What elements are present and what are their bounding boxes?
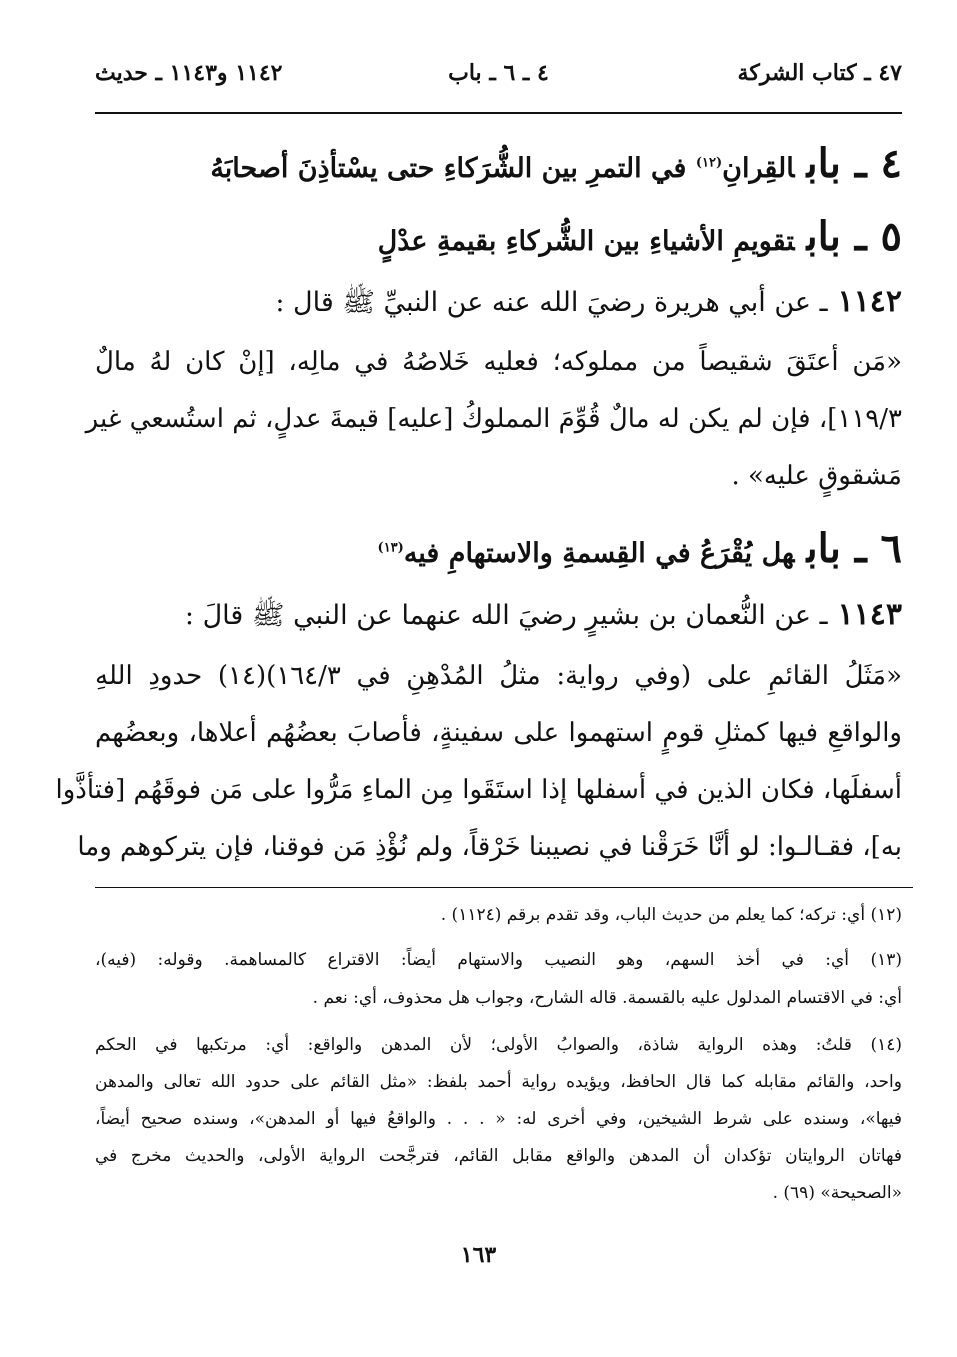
footnote-12-line: (١٢) أي: تركه؛ كما يعلم من حديث الباب، وقد تقدم برقم (١١٢٤) . xyxy=(440,905,902,925)
chapter-heading-6 xyxy=(95,525,902,572)
chapter-label: ٤ ـ باب xyxy=(806,140,902,187)
chapter-title-rest: في التمرِ بين الشُّرَكاءِ حتى يسْتأذِنَ أصحابَهُ xyxy=(210,153,696,184)
chapter-label: ٦ ـ باب xyxy=(806,525,902,572)
hadith-1142-line: «مَن أعتَقَ شقيصاً من مملوكه؛ فعليه خَلاصُهُ في مالِه، [إنْ كان لهُ مالٌ xyxy=(95,347,902,377)
chapter-heading-5 xyxy=(95,213,902,260)
chapter-title: تقويمِ الأشياءِ بين الشُّركاءِ بقيمةِ عدْلٍ xyxy=(377,226,795,257)
hadith-1143-line: «مَثَلُ القائمِ على (وفي رواية: مثلُ المُدْهِنِ في ١٦٤/٣)(١٤) حدودِ اللهِ xyxy=(95,661,903,691)
chapter-title: هل يُقْرَعُ في القِسمةِ والاستهامِ فيه xyxy=(403,538,795,569)
footnote-13-line: (١٣) أي: في أخذ السهم، وهو النصيب والاستهام أيضاً: الاقتراع كالمساهمة. وقوله: (فيه)، xyxy=(95,950,902,970)
footnote-14-line: واحد، والقائم مقابله كما قال الحافظ، ويؤيده رواية أحمد بلفظ: «مثل القائم على حدود الله تعالى والمدهن xyxy=(95,1072,902,1092)
hadith-1142-line: ١١٩/٣]، فإن لم يكن له مالٌ قُوِّمَ المملوكُ [عليه] قيمةَ عدلٍ، ثم استُسعي غير xyxy=(85,404,902,434)
hadith-intro: ـ عن أبي هريرة رضيَ الله عنه عن النبيِّ ﷺ قال : xyxy=(275,287,828,318)
footnote-14-line: (١٤) قلتُ: وهذه الرواية شاذة، والصوابُ الأولى؛ لأن المدهن والواقع: أي: مرتكبها في الحكم xyxy=(95,1035,902,1055)
footnote-ref: (١٣) xyxy=(377,540,404,556)
hadith-1143-line: والواقعِ فيها كمثلِ قومٍ استهموا على سفينةٍ، فأصابَ بعضُهُم أعلاها، وبعضُهم xyxy=(95,718,902,748)
hadith-1142-heading xyxy=(95,284,902,325)
hadith-1142-line: مَشقوقٍ عليه» . xyxy=(731,461,902,491)
hadith-1143-line: أسفلَها، فكان الذين في أسفلها إذا استَقَوا مِن الماءِ مَرُّوا على مَن فوقَهُم [فتأذَّوا xyxy=(55,775,902,805)
header-divider xyxy=(95,112,902,114)
footnote-14-line: «الصحيحة» (٦٩) . xyxy=(772,1183,902,1203)
chapter-heading-4 xyxy=(95,140,902,187)
header-chapter-range: ٤ ـ ٦ ـ باب xyxy=(448,60,549,86)
chapter-label: ٥ ـ باب xyxy=(806,213,902,260)
header-hadith-range: ١١٤٢ و١١٤٣ ـ حديث xyxy=(95,60,283,86)
footnote-14-line: فيها»، وسنده على شرط الشيخين، وفي أخرى له: « . . . والواقعُ فيها أو المدهن»، وسنده صحيح أيضاً، xyxy=(95,1109,902,1129)
hadith-1143-heading xyxy=(95,597,902,638)
hadith-number: ١١٤٢ xyxy=(837,284,902,319)
page-number: ١٦٣ xyxy=(460,1242,497,1268)
hadith-number: ١١٤٣ xyxy=(837,597,902,632)
chapter-title: القِرانِ xyxy=(722,153,795,184)
running-header xyxy=(95,60,902,100)
hadith-intro: ـ عن النُّعمان بن بشيرٍ رضيَ الله عنهما عن النبي ﷺ قالَ : xyxy=(184,600,828,631)
hadith-1143-line: به]، فقـالـوا: لو أنَّا خَرَقْنا في نصيبنا خَرْقاً، ولم نُؤْذِ مَن فوقنا، فإن يتركوهم وما xyxy=(77,832,902,862)
footnote-ref: (١٢) xyxy=(695,155,723,171)
footnote-13-line: أي: في الاقتسام المدلول عليه بالقسمة. قاله الشارح، وجواب هل محذوف، أي: نعم . xyxy=(312,988,902,1008)
footnote-14-line: فهاتان الروايتان تؤكدان أن المدهن والواقع مقابل القائم، فترجَّحت الرواية الأولى، والحديث مخرج في xyxy=(95,1146,902,1166)
header-book-title: ٤٧ ـ كتاب الشركة xyxy=(737,60,902,86)
footnote-divider xyxy=(95,887,913,888)
